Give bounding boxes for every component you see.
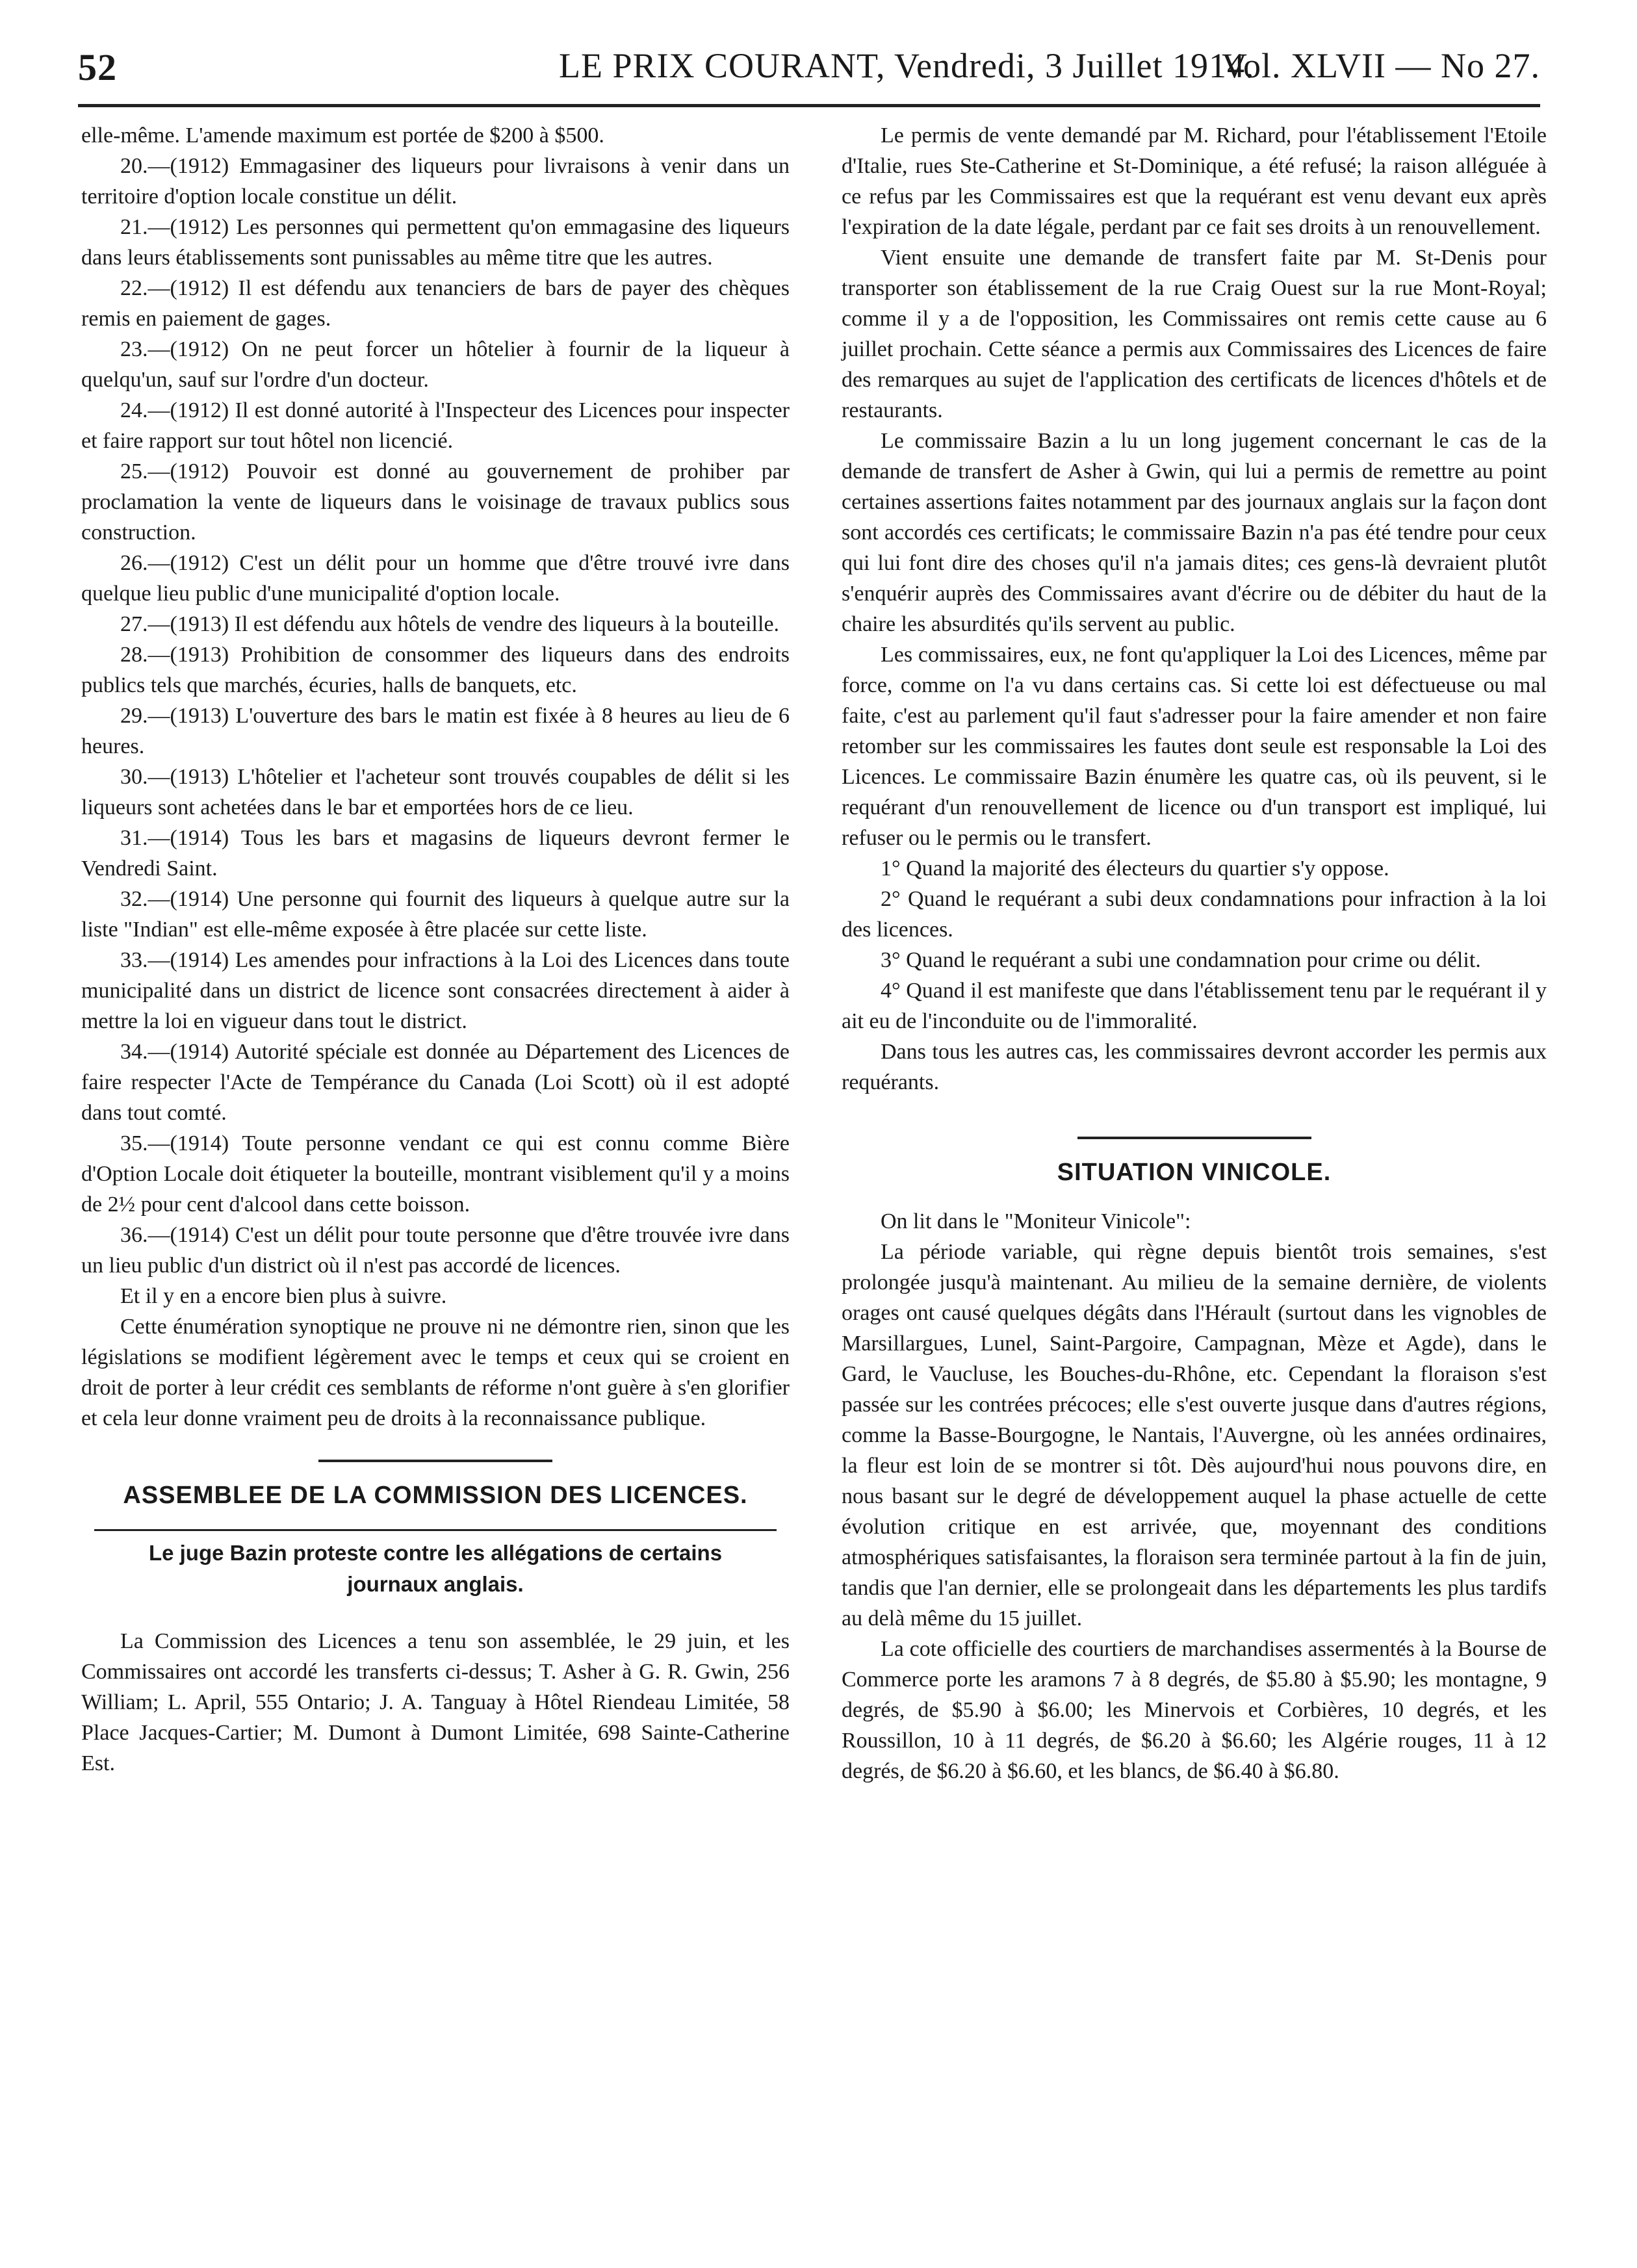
section-body: La Commission des Licences a tenu son assemblée, le 29 juin, et les Commissaires ont accordé les transferts ci-dessus; T. Asher à G. R. Gwin, 256 William; L. April, 555 Ontario; J. A. Tanguay à Hôtel Riendeau Limitée, 58 Place Jacques-Cartier; M. Dumont à Dumont Limitée, 698 Sainte-Catherine Est. (81, 1629, 790, 1775)
section-divider (1077, 1137, 1311, 1139)
paragraph: Le permis de vente demandé par M. Richard, pour l'établissement l'Etoile d'Italie, rues Ste-Catherine et St-Dominique, a été refusé; la raison alléguée à ce refus par les Commissaires est que la requérant est venu devant eux après l'expiration de la date légale, perdant par ce fait ses droits à un renouvellement. (842, 123, 1547, 239)
article-27: 27.—(1913) Il est défendu aux hôtels de vendre des liqueurs à la bouteille. (120, 612, 780, 636)
article-36: 36.—(1914) C'est un délit pour toute personne que d'être trouvée ivre dans un lieu public d'un district où il n'est pas accordé de licences. (81, 1223, 790, 1278)
section-divider (318, 1460, 552, 1462)
article-22: 22.—(1912) Il est défendu aux tenanciers de bars de payer des chèques remis en paiement de gages. (81, 276, 790, 331)
right-column (842, 120, 1547, 1786)
newspaper-title: LE PRIX COURANT, Vendredi, 3 Juillet 1914. (559, 46, 1255, 85)
section-heading: ASSEMBLEE DE LA COMMISSION DES LICENCES. (123, 1482, 748, 1509)
article-26: 26.—(1912) C'est un délit pour un homme que d'être trouvé ivre dans quelque lieu public d'une municipalité d'option locale. (81, 551, 790, 606)
article-33: 33.—(1914) Les amendes pour infractions à la Loi des Licences dans toute municipalité dans un district de licence sont consacrées directement à aider à mettre la loi en vigueur dans tout le district. (81, 948, 790, 1033)
case-item: 3° Quand le requérant a subi une condamnation pour crime ou délit. (881, 948, 1481, 972)
article-34: 34.—(1914) Autorité spéciale est donnée au Département des Licences de faire respecter l'Acte de Tempérance du Canada (Loi Scott) où il est adopté dans tout comté. (81, 1040, 790, 1125)
paragraph: Le commissaire Bazin a lu un long jugement concernant le cas de la demande de transfert de Asher à Gwin, qui lui a permis de remettre au point certaines assertions faites notamment par des journaux anglais sur la façon dont sont accordés ces certificats; le commissaire Bazin n'a pas été tendre pour ceux qui lui font dire des choses qu'il n'a jamais dites; ces gens-là devraient plutôt s'enquérir auprès des Commissaires avant d'écrire ou de débiter du haut de la chaire les absurdités qu'ils servent au public. (842, 429, 1547, 636)
article-24: 24.—(1912) Il est donné autorité à l'Inspecteur des Licences pour inspecter et faire rapport sur tout hôtel non licencié. (81, 398, 790, 453)
article-30: 30.—(1913) L'hôtelier et l'acheteur sont trouvés coupables de délit si les liqueurs sont achetées dans le bar et emportées hors de ce lieu. (81, 765, 790, 819)
header-rule (78, 104, 1540, 107)
article-32: 32.—(1914) Une personne qui fournit des liqueurs à quelque autre sur la liste "Indian" est elle-même exposée à être placée sur cette liste. (81, 887, 790, 942)
paragraph: Vient ensuite une demande de transfert faite par M. St-Denis pour transporter son établissement de la rue Craig Ouest sur la rue Mont-Royal; comme il y a de l'opposition, les Commissaires ont remis cette cause au 6 juillet prochain. Cette séance a permis aux Commissaires des Licences de faire des remarques au sujet de l'application des certificats de licences d'hôtels et de restaurants. (842, 246, 1547, 422)
article-28: 28.—(1913) Prohibition de consommer des liqueurs dans des endroits publics tels que marchés, écuries, halls de banquets, etc. (81, 643, 790, 697)
paragraph: La période variable, qui règne depuis bientôt trois semaines, s'est prolongée jusqu'à maintenant. Au milieu de la semaine dernière, de violents orages ont causé quelques dégâts dans l'Hérault (surtout dans les vignobles de Marsillargues, Lunel, Saint-Pargoire, Campagnan, Mèze et Agde), dans le Gard, le Vaucluse, les Bouches-du-Rhône, etc. Cependant la floraison s'est passée sur les contrées précoces; elle s'est ouverte jusque dans d'autres régions, comme la Basse-Bourgogne, le Nantais, l'Auvergne, où les années ordinaires, la fleur est loin de se montrer si tôt. Dès aujourd'hui nous pouvons dire, en nous basant sur le degré de développement auquel la phase actuelle de cette évolution critique en est arrivée, que, moyennant des conditions atmosphériques satisfaisantes, la floraison sera terminée partout à la fin de juin, tandis que l'an dernier, elle se prolongeait dans les départements les plus tardifs au delà même du 15 juillet. (842, 1240, 1547, 1630)
article-29: 29.—(1913) L'ouverture des bars le matin est fixée à 8 heures au lieu de 6 heures. (81, 704, 790, 758)
paragraph: Et il y en a encore bien plus à suivre. (120, 1284, 447, 1308)
article-23: 23.—(1912) On ne peut forcer un hôtelier à fournir de la liqueur à quelqu'un, sauf sur l'ordre d'un docteur. (81, 337, 790, 392)
heading-rule (94, 1529, 777, 1531)
left-column (81, 120, 790, 1779)
paragraph: Dans tous les autres cas, les commissaires devront accorder les permis aux requérants. (842, 1040, 1547, 1094)
case-item: 2° Quand le requérant a subi deux condamnations pour infraction à la loi des licences. (842, 887, 1547, 942)
paragraph: Cette énumération synoptique ne prouve ni ne démontre rien, sinon que les législations se modifient légèrement avec le temps et ceux qui se croient en droit de porter à leur crédit ces semblants de réforme n'ont guère à s'en glorifier et cela leur donne vraiment peu de droits à la reconnaissance publique. (81, 1315, 790, 1430)
section-intro: On lit dans le "Moniteur Vinicole": (881, 1209, 1191, 1233)
article-35: 35.—(1914) Toute personne vendant ce qui est connu comme Bière d'Option Locale doit étiqueter la bouteille, montrant visiblement qu'il y a moins de 2½ pour cent d'alcool dans cette boisson. (81, 1131, 790, 1217)
article-20: 20.—(1912) Emmagasiner des liqueurs pour livraisons à venir dans un territoire d'option locale constitue un délit. (81, 154, 790, 209)
page-number: 52 (78, 46, 117, 88)
paragraph: elle-même. L'amende maximum est portée de $200 à $500. (81, 123, 604, 148)
section-heading: SITUATION VINICOLE. (1057, 1159, 1332, 1186)
section-subheading: Le juge Bazin proteste contre les allégations de certains journaux anglais. (148, 1541, 723, 1596)
paragraph: La cote officielle des courtiers de marchandises assermentés à la Bourse de Commerce porte les aramons 7 à 8 degrés, de $5.80 à $5.90; les montagne, 9 degrés, de $5.90 à $6.00; les Minervois et Corbières, 10 degrés, et les Roussillon, 10 à 11 degrés, de $6.20 à $6.60; les Algérie rouges, 11 à 12 degrés, de $6.20 à $6.60, et les blancs, de $6.40 à $6.80. (842, 1637, 1547, 1783)
article-21: 21.—(1912) Les personnes qui permettent qu'on emmagasine des liqueurs dans leurs établissements sont punissables au même titre que les autres. (81, 215, 790, 270)
case-item: 4° Quand il est manifeste que dans l'établissement tenu par le requérant il y ait eu de l'inconduite ou de l'immoralité. (842, 979, 1547, 1033)
case-item: 1° Quand la majorité des électeurs du quartier s'y oppose. (881, 857, 1389, 881)
volume-number: Vol. XLVII — No 27. (1221, 46, 1540, 85)
article-25: 25.—(1912) Pouvoir est donné au gouvernement de prohiber par proclamation la vente de liqueurs dans le voisinage de travaux publics sous construction. (81, 459, 790, 545)
paragraph: Les commissaires, eux, ne font qu'appliquer la Loi des Licences, même par force, comme on l'a vu dans certains cas. Si cette loi est défectueuse ou mal faite, c'est au parlement qu'il faut s'adresser pour la faire amender et non faire retomber sur les commissaires les fautes dont seule est responsable la Loi des Licences. Le commissaire Bazin énumère les quatre cas, où ils peuvent, si le requérant d'un renouvellement de licence ou d'un transport est impliqué, lui refuser ou le permis ou le transfert. (842, 643, 1547, 850)
article-31: 31.—(1914) Tous les bars et magasins de liqueurs devront fermer le Vendredi Saint. (81, 826, 790, 881)
page-header (78, 40, 1540, 99)
